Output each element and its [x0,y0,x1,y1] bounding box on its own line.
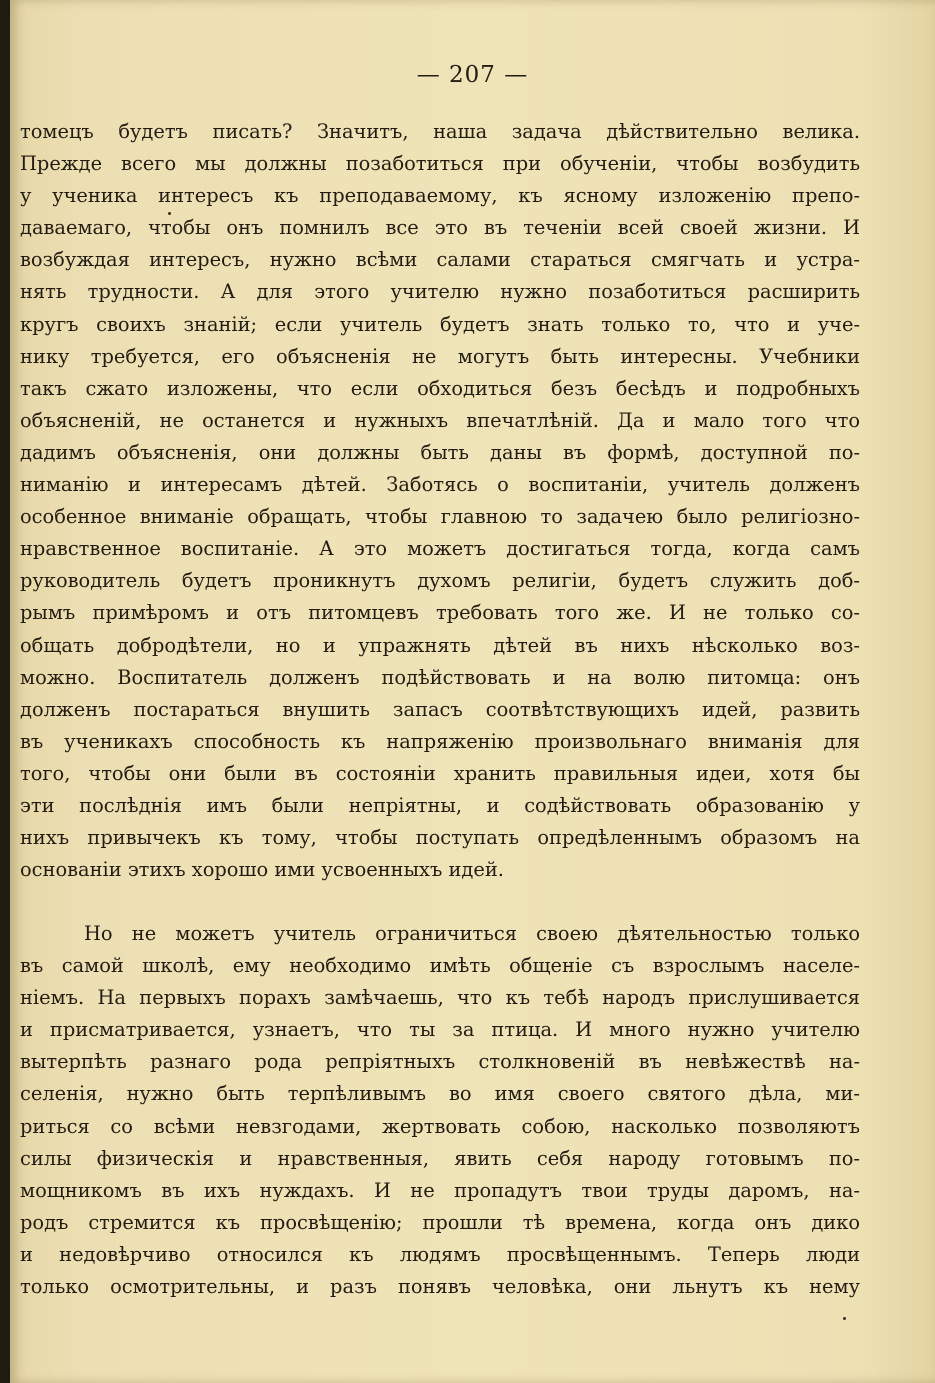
text-line: и недовѣрчиво относился къ людямъ просвѣщеннымъ. Теперь люди [20,1242,860,1266]
paper-speck [168,212,171,215]
text-line: даваемаго, чтобы онъ помнилъ все это въ теченiи всей своей жизни. И [20,216,860,240]
paragraph-1 [20,116,860,886]
page-number: — 207 — [416,62,529,88]
text-line: нiемъ. На первыхъ порахъ замѣчаешь, что къ тебѣ народъ прислушивается [20,986,860,1010]
text-line: только осмотрительны, и разъ понявъ человѣка, они льнутъ къ нему [20,1275,860,1299]
text-line: того, чтобы они были въ состоянiи хранить правильныя идеи, хотя бы [20,761,860,785]
text-line: нять трудности. А для этого учителю нужно позаботиться расширить [20,280,860,304]
text-line: Но не можетъ учитель ограничиться своею дѣятельностью только [84,922,860,945]
text-line: основанiи этихъ хорошо ими усвоенныхъ идей. [20,858,504,882]
text-line: дадимъ объясненiя, они должны быть даны въ формѣ, доступной по- [20,440,860,464]
text-line: объясненiй, не останется и нужныхъ впечатлѣнiй. Да и мало того что [20,408,860,432]
text-line: въ самой школѣ, ему необходимо имѣть общенiе съ взрослымъ населе- [20,954,860,978]
text-line: въ ученикахъ способность къ напряженiю произвольнаго вниманiя для [20,729,860,753]
text-line: такъ сжато изложены, что если обходиться безъ бесѣдъ и подробныхъ [20,376,860,400]
text-line: силы физическiя и нравственныя, явить себя народу готовымъ по- [20,1146,860,1170]
text-line: долженъ постараться внушить запасъ соотвѣтствующихъ идей, развить [20,697,860,721]
text-line: у ученика интересъ къ преподаваемому, къ ясному изложенiю препо- [20,184,860,208]
text-line: рымъ примѣромъ и отъ питомцевъ требовать того же. И не только со- [20,601,860,625]
text-line: руководитель будетъ проникнутъ духомъ религiи, будетъ служить доб- [20,569,860,593]
text-line: ниманiю и интересамъ дѣтей. Заботясь о воспитанiи, учитель долженъ [20,473,860,497]
text-line: эти послѣднiя имъ были непрiятны, и содѣйствовать образованiю у [20,793,860,817]
text-line: и присматривается, узнаетъ, что ты за птица. И много нужно учителю [20,1018,860,1042]
text-line: селенiя, нужно быть терпѣливымъ во имя своего святого дѣла, ми- [20,1082,860,1106]
text-line: риться со всѣми невзгодами, жертвовать собою, насколько позволяютъ [20,1114,860,1138]
text-line: кругъ своихъ знанiй; если учитель будетъ знать только то, что и уче- [20,312,860,336]
text-line: Прежде всего мы должны позаботиться при обученiи, чтобы возбудить [20,152,860,176]
text-line: можно. Воспитатель долженъ подѣйствовать и на волю питомца: онъ [20,665,860,689]
text-line: нравственное воспитанiе. А это можетъ достигаться тогда, когда самъ [20,537,860,561]
paper-speck [843,1317,846,1320]
text-line: томецъ будетъ писать? Значитъ, наша задача дѣйствительно велика. [20,120,860,143]
paragraph-2 [20,918,860,1303]
text-line: общать добродѣтели, но и упражнять дѣтей въ нихъ нѣсколько воз- [20,633,860,657]
text-line: родъ стремится къ просвѣщенiю; прошли тѣ времена, когда онъ дико [20,1210,860,1234]
text-line: нику требуется, его объясненiя не могутъ быть интересны. Учебники [20,344,860,368]
text-line: нихъ привычекъ къ тому, чтобы поступать опредѣленнымъ образомъ на [20,826,860,850]
text-line: мощникомъ въ ихъ нуждахъ. И не пропадутъ твои труды даромъ, на- [20,1178,860,1202]
text-line: особенное вниманiе обращать, чтобы главною то задачею было религiозно- [20,505,860,529]
text-line: возбуждая интересъ, нужно всѣми салами стараться смягчать и устра- [20,248,860,272]
book-page [10,0,935,1383]
text-line: вытерпѣть разнаго рода репрiятныхъ столкновенiй въ невѣжествѣ на- [20,1050,860,1074]
